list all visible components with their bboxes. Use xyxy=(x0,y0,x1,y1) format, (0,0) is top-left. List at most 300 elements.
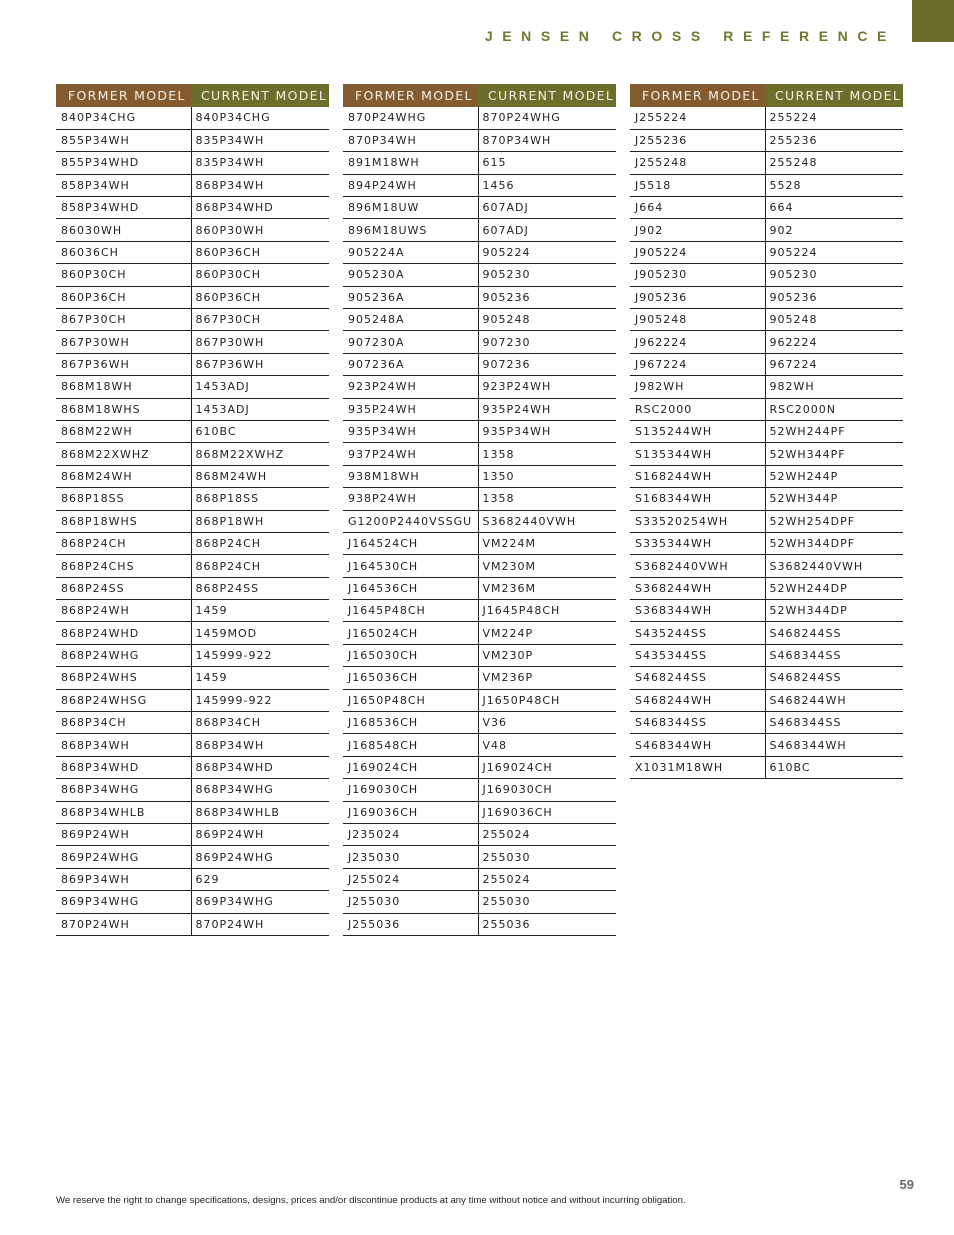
former-model-cell: 868M18WHS xyxy=(56,398,191,420)
table-row xyxy=(630,420,903,442)
current-model-cell: 868P34WHLB xyxy=(191,801,329,823)
current-model-cell: 870P24WH xyxy=(191,913,329,935)
former-model-cell: S468344WH xyxy=(630,734,765,756)
current-model-cell: 835P34WH xyxy=(191,129,329,151)
former-model-cell: J1650P48CH xyxy=(343,689,478,711)
current-model-cell: 905236 xyxy=(765,286,903,308)
current-model-cell: 860P30CH xyxy=(191,264,329,286)
table-header-row xyxy=(343,84,616,107)
table-row xyxy=(630,577,903,599)
table-row xyxy=(343,801,616,823)
current-model-cell: J169030CH xyxy=(478,779,616,801)
table-row xyxy=(630,622,903,644)
former-model-cell: J255036 xyxy=(343,913,478,935)
former-model-cell: S468244SS xyxy=(630,667,765,689)
table-row xyxy=(630,712,903,734)
current-model-cell: 1453ADJ xyxy=(191,376,329,398)
former-model-cell: 868P34WHLB xyxy=(56,801,191,823)
cross-reference-table-2 xyxy=(343,84,616,936)
table-row xyxy=(56,891,329,913)
current-model-cell: 52WH344DPF xyxy=(765,532,903,554)
former-model-cell: J168548CH xyxy=(343,734,478,756)
table-row xyxy=(56,353,329,375)
former-model-cell: 868M22XWHZ xyxy=(56,443,191,465)
former-model-cell: S368344WH xyxy=(630,600,765,622)
table-row xyxy=(630,465,903,487)
former-model-cell: 896M18UWS xyxy=(343,219,478,241)
former-model-cell: 907236A xyxy=(343,353,478,375)
table-row xyxy=(56,667,329,689)
former-model-cell: G1200P2440VSSGU xyxy=(343,510,478,532)
table-row xyxy=(630,197,903,219)
former-model-cell: J905248 xyxy=(630,309,765,331)
former-model-cell: 923P24WH xyxy=(343,376,478,398)
table-row xyxy=(630,398,903,420)
former-model-cell: S168244WH xyxy=(630,465,765,487)
table-row xyxy=(630,555,903,577)
table-row xyxy=(343,376,616,398)
current-model-cell: S468344WH xyxy=(765,734,903,756)
table-row xyxy=(630,331,903,353)
former-model-cell: J164524CH xyxy=(343,532,478,554)
table-row xyxy=(56,555,329,577)
former-model-cell: 896M18UW xyxy=(343,197,478,219)
former-model-cell: J165030CH xyxy=(343,644,478,666)
former-model-cell: 935P24WH xyxy=(343,398,478,420)
former-model-cell: 938M18WH xyxy=(343,465,478,487)
current-model-cell: 52WH244DP xyxy=(765,577,903,599)
former-model-cell: 868P24WHS xyxy=(56,667,191,689)
former-model-cell: J664 xyxy=(630,197,765,219)
table-row xyxy=(343,868,616,890)
table-row xyxy=(630,353,903,375)
former-model-cell: S33520254WH xyxy=(630,510,765,532)
current-model-cell: J169024CH xyxy=(478,756,616,778)
footer-disclaimer: We reserve the right to change specifications, designs, prices and/or discontinue products at any time without notice and without incurring obligation. xyxy=(56,1195,686,1206)
current-model-cell: 867P30CH xyxy=(191,309,329,331)
current-model-cell: 967224 xyxy=(765,353,903,375)
current-model-cell: VM236M xyxy=(478,577,616,599)
table-row xyxy=(56,488,329,510)
table-row xyxy=(343,309,616,331)
table-row xyxy=(56,286,329,308)
current-model-cell: 923P24WH xyxy=(478,376,616,398)
current-model-cell: 145999-922 xyxy=(191,689,329,711)
current-model-cell: 868P18SS xyxy=(191,488,329,510)
current-model-cell: 868P18WH xyxy=(191,510,329,532)
former-model-cell: 868P24WHSG xyxy=(56,689,191,711)
current-model-cell: S468344SS xyxy=(765,712,903,734)
current-model-cell: 629 xyxy=(191,868,329,890)
former-model-cell: 867P30WH xyxy=(56,331,191,353)
current-model-cell: 860P30WH xyxy=(191,219,329,241)
former-model-cell: J165036CH xyxy=(343,667,478,689)
table-row xyxy=(630,264,903,286)
current-model-cell: VM224P xyxy=(478,622,616,644)
table-row xyxy=(343,891,616,913)
former-model-cell: 870P24WH xyxy=(56,913,191,935)
table-row xyxy=(343,913,616,935)
current-model-cell: 870P24WHG xyxy=(478,107,616,129)
table-row xyxy=(630,488,903,510)
table-row xyxy=(56,241,329,263)
table-row xyxy=(56,510,329,532)
former-model-cell: RSC2000 xyxy=(630,398,765,420)
current-model-cell: 905224 xyxy=(478,241,616,263)
former-model-cell: J164536CH xyxy=(343,577,478,599)
current-model-cell: 907236 xyxy=(478,353,616,375)
former-model-cell: J982WH xyxy=(630,376,765,398)
former-model-cell: S3682440VWH xyxy=(630,555,765,577)
current-model-cell: 907230 xyxy=(478,331,616,353)
former-model-cell: 86030WH xyxy=(56,219,191,241)
current-model-cell: 52WH244P xyxy=(765,465,903,487)
former-model-cell: 868P34WHG xyxy=(56,779,191,801)
table-row xyxy=(56,152,329,174)
current-model-cell: 1459 xyxy=(191,667,329,689)
current-model-cell: 5528 xyxy=(765,174,903,196)
current-model-cell: 935P24WH xyxy=(478,398,616,420)
current-model-cell: 607ADJ xyxy=(478,197,616,219)
current-model-cell: S468244SS xyxy=(765,667,903,689)
former-model-cell: 905230A xyxy=(343,264,478,286)
former-model-cell: J235024 xyxy=(343,824,478,846)
table-row xyxy=(343,600,616,622)
table-row xyxy=(343,241,616,263)
current-model-cell: 905248 xyxy=(478,309,616,331)
table-row xyxy=(630,443,903,465)
table-row xyxy=(56,376,329,398)
former-model-cell: 868M24WH xyxy=(56,465,191,487)
former-model-cell: 868M22WH xyxy=(56,420,191,442)
page-number: 59 xyxy=(899,1177,914,1192)
table-row xyxy=(343,197,616,219)
former-model-cell: S168344WH xyxy=(630,488,765,510)
current-model-cell: 868M24WH xyxy=(191,465,329,487)
former-model-cell: J905236 xyxy=(630,286,765,308)
table-row xyxy=(630,600,903,622)
table-row xyxy=(343,667,616,689)
table-row xyxy=(343,286,616,308)
current-model-cell: 867P30WH xyxy=(191,331,329,353)
former-model-cell: 869P34WH xyxy=(56,868,191,890)
table-row xyxy=(630,756,903,778)
table-row xyxy=(630,309,903,331)
former-model-cell: J168536CH xyxy=(343,712,478,734)
former-model-cell: 868P24CHS xyxy=(56,555,191,577)
cross-reference-table-3 xyxy=(630,84,903,779)
current-model-cell: 610BC xyxy=(191,420,329,442)
current-model-cell: S468244WH xyxy=(765,689,903,711)
current-model-cell: 869P24WH xyxy=(191,824,329,846)
current-model-cell: J1650P48CH xyxy=(478,689,616,711)
former-model-cell: S135244WH xyxy=(630,420,765,442)
table-row xyxy=(343,264,616,286)
former-model-cell: 891M18WH xyxy=(343,152,478,174)
current-model-cell: 664 xyxy=(765,197,903,219)
former-model-cell: 867P30CH xyxy=(56,309,191,331)
former-model-header: FORMER MODEL xyxy=(343,84,478,107)
current-model-cell: 145999-922 xyxy=(191,644,329,666)
table-row xyxy=(56,197,329,219)
table-row xyxy=(56,309,329,331)
former-model-cell: 868M18WH xyxy=(56,376,191,398)
former-model-cell: J255248 xyxy=(630,152,765,174)
former-model-cell: J902 xyxy=(630,219,765,241)
table-row xyxy=(630,644,903,666)
current-model-cell: 868P34WH xyxy=(191,174,329,196)
table-row xyxy=(56,734,329,756)
former-model-cell: S468244WH xyxy=(630,689,765,711)
table-row xyxy=(630,689,903,711)
former-model-cell: J1645P48CH xyxy=(343,600,478,622)
table-row xyxy=(630,174,903,196)
current-model-cell: 868P24CH xyxy=(191,555,329,577)
former-model-cell: 905248A xyxy=(343,309,478,331)
former-model-cell: 868P34CH xyxy=(56,712,191,734)
table-row xyxy=(56,779,329,801)
former-model-cell: S468344SS xyxy=(630,712,765,734)
current-model-cell: 962224 xyxy=(765,331,903,353)
table-row xyxy=(56,913,329,935)
table-row xyxy=(56,756,329,778)
table-row xyxy=(343,532,616,554)
current-model-cell: 52WH344P xyxy=(765,488,903,510)
former-model-cell: 860P30CH xyxy=(56,264,191,286)
current-model-cell: 868P34WHG xyxy=(191,779,329,801)
table-row xyxy=(343,488,616,510)
former-model-cell: S335344WH xyxy=(630,532,765,554)
current-model-cell: S468244SS xyxy=(765,622,903,644)
table-row xyxy=(343,174,616,196)
table-row xyxy=(56,577,329,599)
table-row xyxy=(630,667,903,689)
current-model-cell: 905224 xyxy=(765,241,903,263)
table-row xyxy=(343,577,616,599)
former-model-cell: S435344SS xyxy=(630,644,765,666)
current-model-cell: 870P34WH xyxy=(478,129,616,151)
table-row xyxy=(56,868,329,890)
table-row xyxy=(56,644,329,666)
former-model-cell: 869P24WH xyxy=(56,824,191,846)
cross-reference-table-1 xyxy=(56,84,329,936)
table-body xyxy=(56,107,329,935)
current-model-cell: 835P34WH xyxy=(191,152,329,174)
table-row xyxy=(630,129,903,151)
former-model-cell: S135344WH xyxy=(630,443,765,465)
current-model-cell: 905230 xyxy=(478,264,616,286)
former-model-cell: J255224 xyxy=(630,107,765,129)
former-model-cell: J169030CH xyxy=(343,779,478,801)
current-model-cell: 1459 xyxy=(191,600,329,622)
current-model-cell: V36 xyxy=(478,712,616,734)
current-model-cell: S468344SS xyxy=(765,644,903,666)
table-row xyxy=(343,734,616,756)
table-row xyxy=(56,846,329,868)
former-model-cell: 868P24CH xyxy=(56,532,191,554)
former-model-cell: J5518 xyxy=(630,174,765,196)
table-row xyxy=(56,443,329,465)
current-model-cell: 869P24WHG xyxy=(191,846,329,868)
table-row xyxy=(343,644,616,666)
former-model-cell: J905230 xyxy=(630,264,765,286)
current-model-cell: 840P34CHG xyxy=(191,107,329,129)
table-row xyxy=(630,734,903,756)
table-row xyxy=(630,241,903,263)
former-model-cell: J962224 xyxy=(630,331,765,353)
current-model-cell: V48 xyxy=(478,734,616,756)
table-row xyxy=(630,219,903,241)
current-model-cell: 868M22XWHZ xyxy=(191,443,329,465)
current-model-cell: 255024 xyxy=(478,868,616,890)
current-model-cell: 869P34WHG xyxy=(191,891,329,913)
current-model-cell: 905236 xyxy=(478,286,616,308)
current-model-cell: 860P36CH xyxy=(191,241,329,263)
table-row xyxy=(343,129,616,151)
table-row xyxy=(343,756,616,778)
table-row xyxy=(343,152,616,174)
table-row xyxy=(56,712,329,734)
former-model-cell: J165024CH xyxy=(343,622,478,644)
table-row xyxy=(343,398,616,420)
current-model-cell: S3682440VWH xyxy=(478,510,616,532)
former-model-cell: 868P24SS xyxy=(56,577,191,599)
former-model-header: FORMER MODEL xyxy=(56,84,191,107)
table-row xyxy=(56,107,329,129)
current-model-cell: 868P34WHD xyxy=(191,197,329,219)
current-model-cell: 610BC xyxy=(765,756,903,778)
former-model-cell: J905224 xyxy=(630,241,765,263)
current-model-cell: S3682440VWH xyxy=(765,555,903,577)
table-body xyxy=(630,107,903,779)
table-row xyxy=(56,174,329,196)
current-model-cell: RSC2000N xyxy=(765,398,903,420)
former-model-cell: J255236 xyxy=(630,129,765,151)
page-header-title: JENSEN CROSS REFERENCE xyxy=(484,28,896,44)
current-model-cell: 868P34WHD xyxy=(191,756,329,778)
former-model-cell: X1031M18WH xyxy=(630,756,765,778)
current-model-cell: 935P34WH xyxy=(478,420,616,442)
current-model-cell: 1453ADJ xyxy=(191,398,329,420)
table-row xyxy=(630,532,903,554)
current-model-cell: 255024 xyxy=(478,824,616,846)
current-model-cell: 905248 xyxy=(765,309,903,331)
former-model-cell: 907230A xyxy=(343,331,478,353)
former-model-cell: J235030 xyxy=(343,846,478,868)
table-row xyxy=(56,129,329,151)
former-model-cell: 905236A xyxy=(343,286,478,308)
corner-accent-block xyxy=(912,0,954,42)
table-row xyxy=(56,622,329,644)
former-model-cell: 870P24WHG xyxy=(343,107,478,129)
former-model-cell: 938P24WH xyxy=(343,488,478,510)
current-model-cell: VM230M xyxy=(478,555,616,577)
former-model-cell: 858P34WHD xyxy=(56,197,191,219)
current-model-cell: 1456 xyxy=(478,174,616,196)
current-model-cell: 255248 xyxy=(765,152,903,174)
table-row xyxy=(343,622,616,644)
table-row xyxy=(56,331,329,353)
table-row xyxy=(630,510,903,532)
current-model-cell: 52WH344PF xyxy=(765,443,903,465)
former-model-cell: 905224A xyxy=(343,241,478,263)
table-row xyxy=(343,331,616,353)
current-model-cell: 255236 xyxy=(765,129,903,151)
table-row xyxy=(343,824,616,846)
table-row xyxy=(630,152,903,174)
former-model-cell: 869P34WHG xyxy=(56,891,191,913)
table-row xyxy=(343,712,616,734)
table-row xyxy=(56,420,329,442)
former-model-cell: S368244WH xyxy=(630,577,765,599)
table-row xyxy=(343,510,616,532)
current-model-cell: VM230P xyxy=(478,644,616,666)
table-body xyxy=(343,107,616,935)
former-model-cell: 937P24WH xyxy=(343,443,478,465)
current-model-header: CURRENT MODEL xyxy=(478,84,616,107)
table-row xyxy=(343,555,616,577)
table-row xyxy=(630,286,903,308)
current-model-cell: 1358 xyxy=(478,443,616,465)
table-row xyxy=(630,107,903,129)
current-model-cell: 255224 xyxy=(765,107,903,129)
current-model-cell: 607ADJ xyxy=(478,219,616,241)
table-row xyxy=(630,376,903,398)
former-model-cell: 894P24WH xyxy=(343,174,478,196)
former-model-cell: J169024CH xyxy=(343,756,478,778)
current-model-cell: 868P34WH xyxy=(191,734,329,756)
current-model-header: CURRENT MODEL xyxy=(765,84,903,107)
current-model-cell: J169036CH xyxy=(478,801,616,823)
current-model-cell: 255030 xyxy=(478,846,616,868)
current-model-cell: J1645P48CH xyxy=(478,600,616,622)
current-model-cell: 1358 xyxy=(478,488,616,510)
table-row xyxy=(343,443,616,465)
current-model-cell: 1350 xyxy=(478,465,616,487)
table-row xyxy=(343,779,616,801)
table-row xyxy=(56,824,329,846)
former-model-cell: 860P36CH xyxy=(56,286,191,308)
former-model-cell: 855P34WH xyxy=(56,129,191,151)
former-model-cell: 869P24WHG xyxy=(56,846,191,868)
current-model-cell: 255030 xyxy=(478,891,616,913)
current-model-cell: 255036 xyxy=(478,913,616,935)
current-model-cell: 905230 xyxy=(765,264,903,286)
current-model-cell: 52WH254DPF xyxy=(765,510,903,532)
current-model-cell: 868P24CH xyxy=(191,532,329,554)
former-model-cell: J255030 xyxy=(343,891,478,913)
table-header-row xyxy=(56,84,329,107)
former-model-cell: J255024 xyxy=(343,868,478,890)
current-model-cell: 615 xyxy=(478,152,616,174)
former-model-cell: 867P36WH xyxy=(56,353,191,375)
former-model-cell: 868P34WH xyxy=(56,734,191,756)
table-row xyxy=(343,689,616,711)
current-model-cell: 1459MOD xyxy=(191,622,329,644)
current-model-cell: 867P36WH xyxy=(191,353,329,375)
table-row xyxy=(343,465,616,487)
former-model-cell: 868P18WHS xyxy=(56,510,191,532)
current-model-cell: VM236P xyxy=(478,667,616,689)
current-model-header: CURRENT MODEL xyxy=(191,84,329,107)
table-row xyxy=(56,398,329,420)
current-model-cell: 982WH xyxy=(765,376,903,398)
former-model-cell: 870P34WH xyxy=(343,129,478,151)
table-row xyxy=(56,801,329,823)
current-model-cell: 902 xyxy=(765,219,903,241)
table-row xyxy=(343,846,616,868)
former-model-cell: 840P34CHG xyxy=(56,107,191,129)
